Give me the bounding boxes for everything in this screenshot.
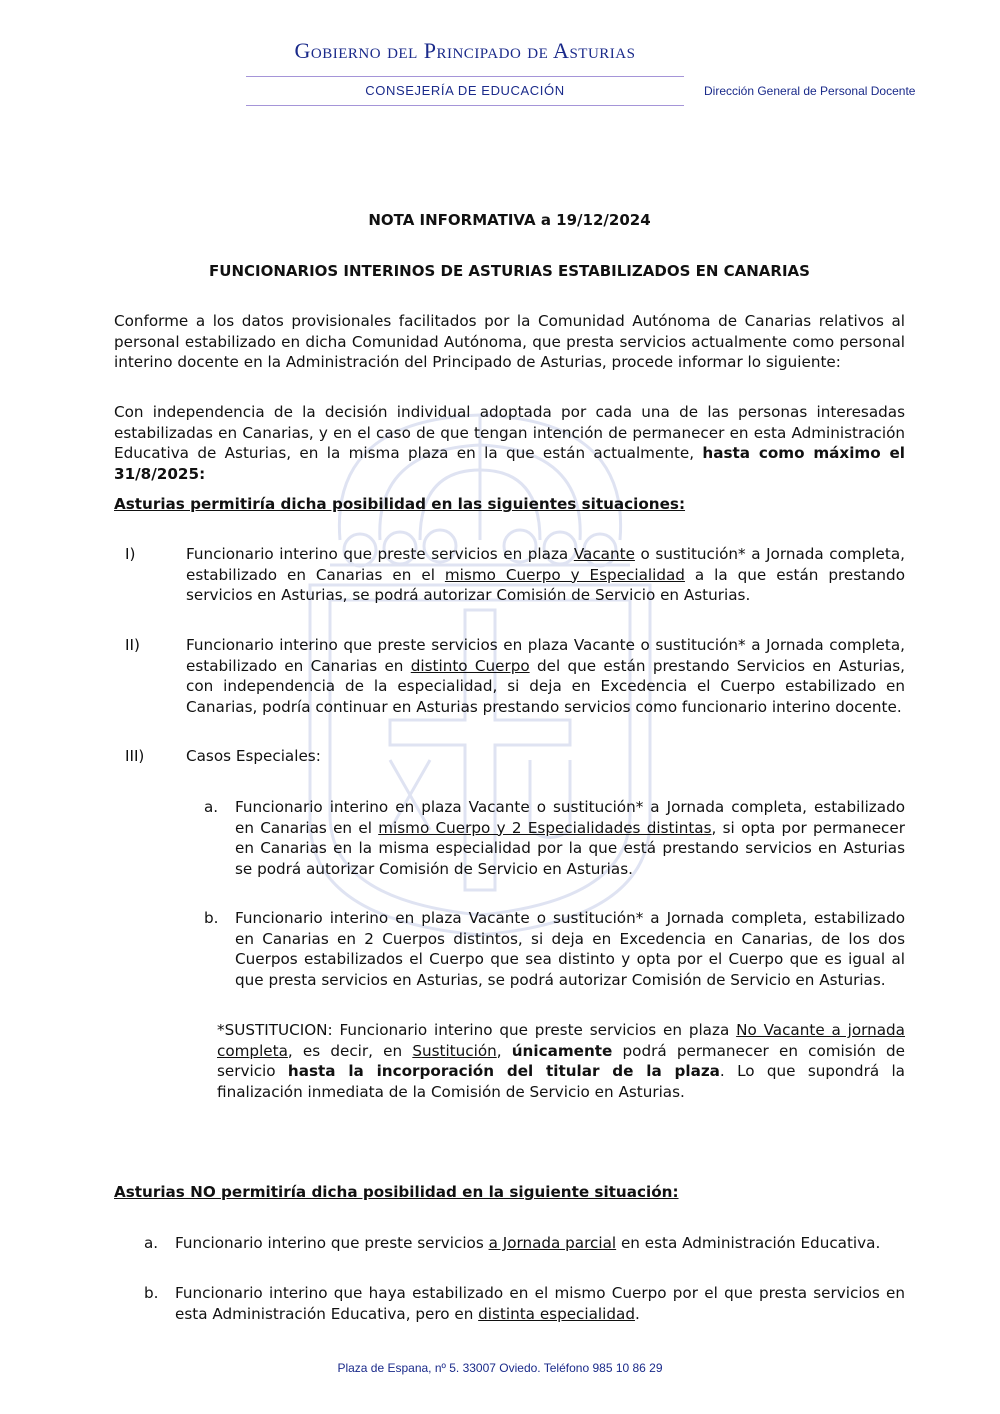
- header-rule-top: [246, 76, 684, 77]
- text-span: Funcionario interino en plaza Vacante o sustitución* a Jornada completa, estabilizado en Canarias en el: [235, 798, 905, 837]
- bold-span: únicamente: [511, 1041, 613, 1060]
- underlined-span: Sustitución: [412, 1041, 497, 1060]
- underlined-span: a Jornada parcial: [488, 1234, 617, 1252]
- underlined-span: Vacante: [573, 545, 635, 563]
- document-subtitle: FUNCIONARIOS INTERINOS DE ASTURIAS ESTABILIZADOS EN CANARIAS: [209, 262, 810, 280]
- text-span: o sustitución* a Jornada completa, estabilizado en Canarias en el: [186, 545, 905, 584]
- intro-paragraph: Conforme a los datos provisionales facilitados por la Comunidad Autónoma de Canarias relativos al personal estabilizado en dicha Comunidad Autónoma, que presta servicios actualmente como personal interino docente en la Administración del Principado de Asturias, procede informar lo siguiente:: [114, 312, 905, 371]
- scope-text: Con independencia de la decisión individual adoptada por cada una de las personas interesadas estabilizadas en Canarias, y en el caso de que tengan intención de permanecer en esta Administración Educativa de Asturias, en la misma plaza en la que están actualmente,: [114, 403, 905, 462]
- text-span: ,: [496, 1041, 512, 1060]
- bold-span: hasta la incorporación del titular de la plaza: [287, 1062, 720, 1080]
- ministry-name: CONSEJERÍA DE EDUCACIÓN: [365, 83, 565, 98]
- underlined-span: mismo Cuerpo y Especialidad: [444, 565, 685, 584]
- item-marker: a.: [204, 798, 219, 816]
- item-text: [235, 797, 905, 879]
- underlined-span: mismo Cuerpo y 2 Especialidades distintas: [378, 818, 712, 837]
- text-span: .: [634, 1304, 640, 1323]
- substitution-note: [217, 1020, 905, 1102]
- item-text: [175, 1283, 905, 1324]
- item-text: [175, 1233, 905, 1254]
- department-name: Dirección General de Personal Docente: [704, 84, 916, 98]
- text-span: , es decir, en: [287, 1041, 413, 1060]
- item-text: [186, 635, 905, 717]
- text-span: *SUSTITUCION: Funcionario interino que preste servicios en plaza: [217, 1021, 737, 1039]
- scope-paragraph: [114, 402, 905, 484]
- header-rule-bottom: [246, 105, 684, 106]
- text-span: Funcionario interino que preste servicios en plaza Vacante o sustitución* a Jornada completa, estabilizado en Canarias en: [186, 636, 905, 675]
- item-marker: II): [125, 636, 140, 654]
- item-text: [186, 544, 905, 606]
- item-text: Funcionario interino en plaza Vacante o sustitución* a Jornada completa, estabilizado en Canarias en 2 Cuerpos distintos, si deja en Excedencia en Canarias, de los dos Cuerpos estabilizados el Cuerpo que sea distinto y opta por el Cuerpo que es igual al que presta servicios en Asturias, se podrá autorizar Comisión de Servicio en Asturias.: [235, 909, 905, 989]
- item-marker: I): [125, 545, 136, 563]
- underlined-span: No Vacante a jornada completa: [217, 1021, 905, 1060]
- item-marker: III): [125, 747, 145, 765]
- text-span: a la que están prestando servicios en Asturias, se podrá autorizar Comisión de Servicio en Asturias.: [186, 565, 905, 604]
- item-text: Casos Especiales:: [186, 747, 321, 765]
- text-span: podrá permanecer en comisión de servicio: [217, 1041, 905, 1080]
- item-marker: b.: [144, 1284, 159, 1302]
- text-span: en esta Administración Educativa.: [616, 1234, 881, 1252]
- document-title: NOTA INFORMATIVA a 19/12/2024: [368, 211, 651, 229]
- not-allowed-heading: Asturias NO permitiría dicha posibilidad en la siguiente situación:: [114, 1183, 679, 1201]
- deadline: hasta como máximo el 31/8/2025:: [114, 444, 905, 483]
- text-span: del que están prestando Servicios en Asturias, con independencia de la especialidad, si deja en Excedencia el Cuerpo estabilizado en Canarias, podría continuar en Asturias prestando servicios como funcionario interino docente.: [186, 656, 905, 716]
- government-title: Gobierno del Principado de Asturias: [294, 38, 636, 63]
- text-span: Funcionario interino que preste servicios en plaza: [186, 545, 574, 563]
- item-marker: b.: [204, 909, 219, 927]
- footer-address: Plaza de Espana, nº 5. 33007 Oviedo. Teléfono 985 10 86 29: [337, 1361, 663, 1375]
- text-span: , si opta por permanecer en Canarias en la misma especialidad por la que está prestando servicios en Asturias se podrá autorizar Comisión de Servicio en Asturias.: [235, 818, 905, 878]
- underlined-span: distinta especialidad: [478, 1304, 635, 1323]
- text-span: . Lo que supondrá la finalización inmediata de la Comisión de Servicio en Asturias.: [217, 1062, 905, 1101]
- text-span: Funcionario interino que preste servicios: [175, 1234, 489, 1252]
- underlined-span: distinto Cuerpo: [410, 656, 530, 675]
- allowed-heading: Asturias permitiría dicha posibilidad en las siguientes situaciones:: [114, 495, 686, 513]
- text-span: Funcionario interino que haya estabilizado en el mismo Cuerpo por el que presta servicios en esta Administración Educativa, pero en: [175, 1284, 905, 1323]
- item-marker: a.: [144, 1234, 159, 1252]
